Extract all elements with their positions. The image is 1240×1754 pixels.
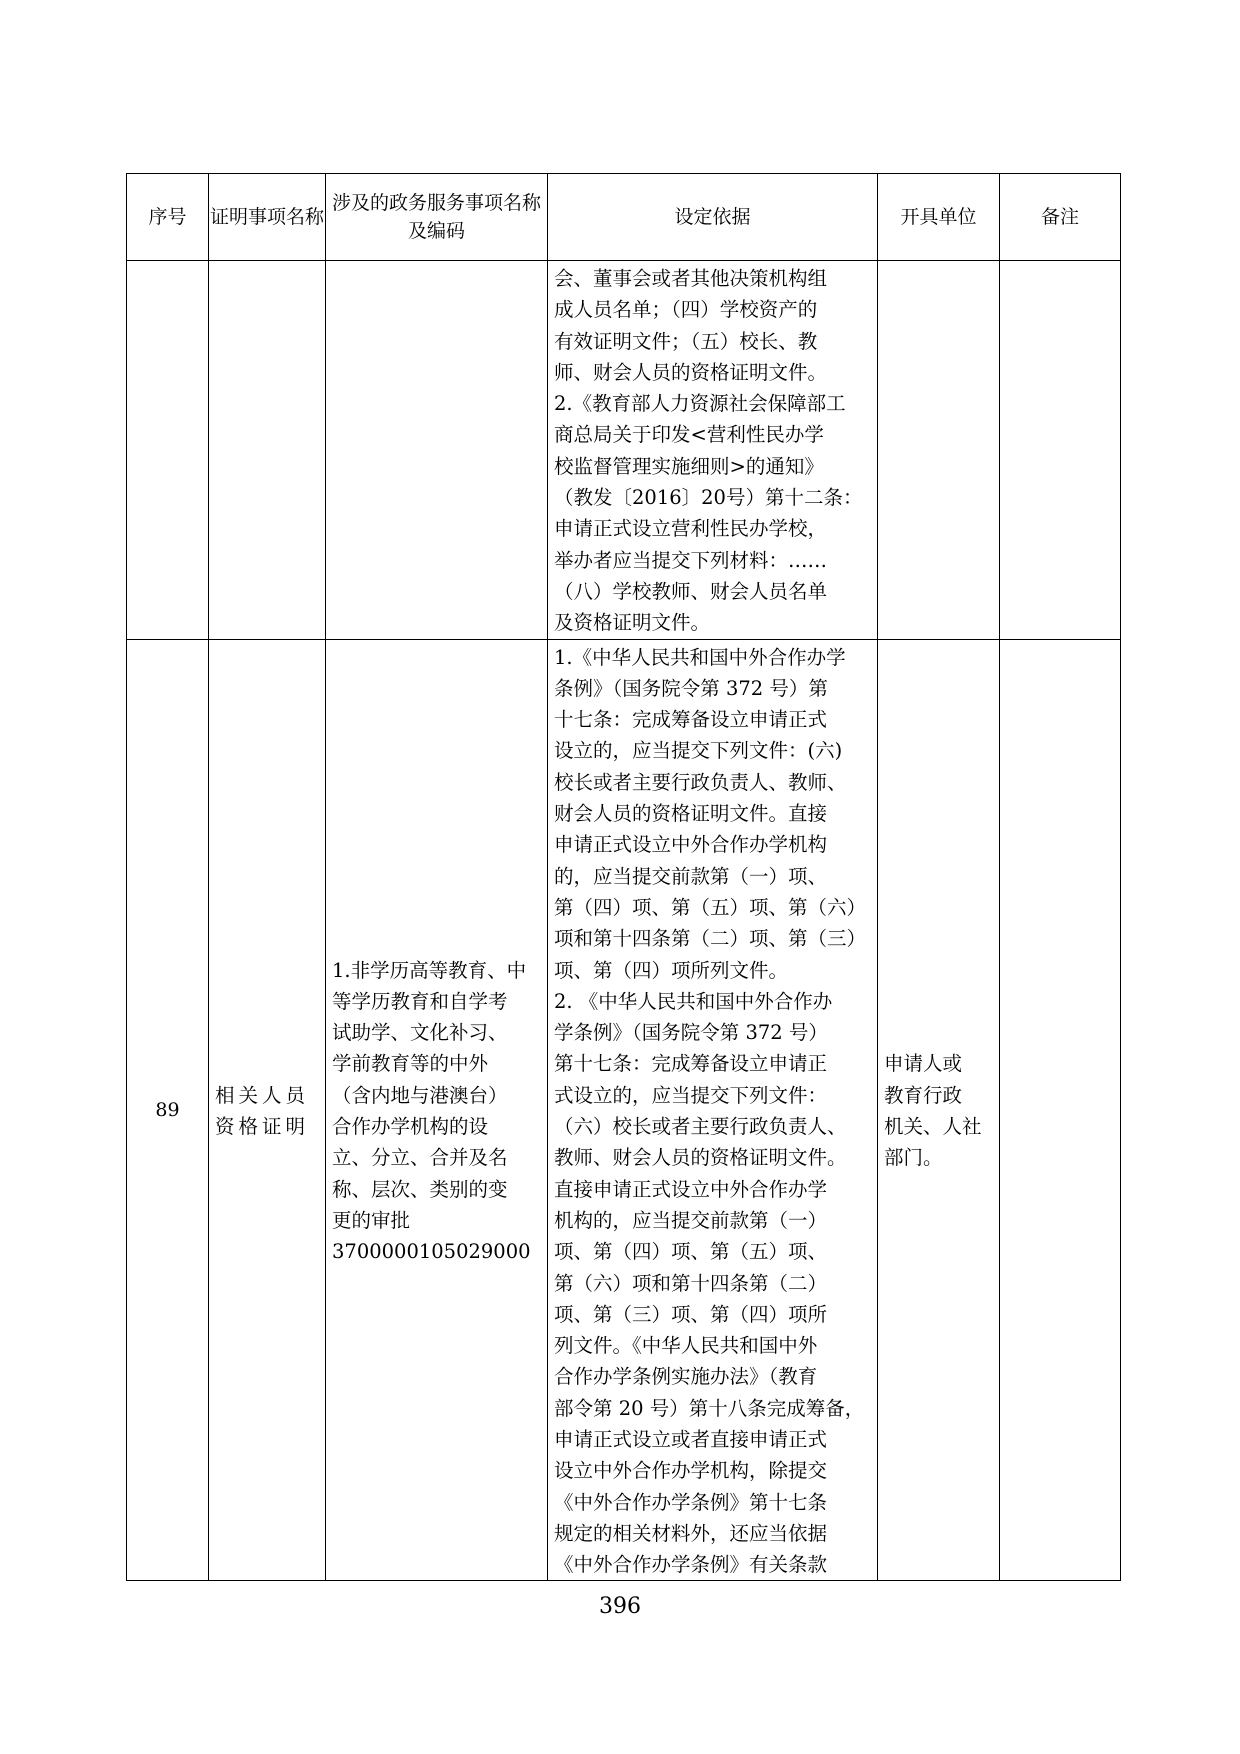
- text-line: 《中外合作办学条例》有关条款: [554, 1553, 828, 1577]
- text-line: （教发〔2016〕20号）第十二条：: [554, 486, 863, 510]
- header-seq: 序号: [127, 174, 209, 261]
- text-line: 会、董事会或者其他决策机构组: [554, 267, 828, 290]
- text-line: （六）校长或者主要行政负责人、: [554, 1115, 847, 1139]
- text-line: 机构的，应当提交前款第（一）: [554, 1208, 828, 1232]
- text-line: 成人员名单；（四）学校资产的: [554, 298, 818, 322]
- text-line: 立、分立、合并及名: [332, 1146, 508, 1170]
- cell-item-name: [209, 261, 326, 640]
- text-line: 校监督管理实施细则>的通知》: [554, 454, 824, 478]
- text-line: 申请正式设立中外合作办学机构: [554, 833, 828, 857]
- text-line: 等学历教育和自学考: [332, 989, 508, 1013]
- table-row: [127, 261, 1121, 640]
- cell-issuer: [878, 261, 1000, 640]
- text-line: 1.《中华人民共和国中外合作办学: [554, 645, 846, 669]
- header-issuer: 开具单位: [878, 174, 1000, 261]
- text-line: 列文件。《中华人民共和国中外: [554, 1334, 818, 1358]
- text-line: 申请正式设立营利性民办学校，: [554, 517, 828, 541]
- page-number: 396: [599, 1594, 641, 1619]
- text-line: 教育行政: [884, 1083, 963, 1107]
- text-line: （含内地与港澳台）: [332, 1083, 508, 1107]
- text-line: 条例》（国务院令第 372 号）第: [554, 676, 828, 700]
- cell-issuer: [878, 639, 1000, 1581]
- text-line: 部门。: [884, 1146, 943, 1170]
- text-line: 财会人员的资格证明文件。直接: [554, 802, 828, 826]
- text-line: 商总局关于印发<营利性民办学: [554, 423, 824, 447]
- text-line: 称、层次、类别的变: [332, 1177, 508, 1201]
- text-line: 部令第 20 号）第十八条完成筹备，: [554, 1396, 865, 1420]
- text-line: 2.《教育部人力资源社会保障部工: [554, 392, 846, 416]
- text-line: 第十七条：完成筹备设立申请正: [554, 1052, 828, 1076]
- text-line: 申请正式设立或者直接申请正式: [554, 1427, 828, 1451]
- basis-text: [548, 261, 877, 639]
- header-service-item: 涉及的政务服务事项名称及编码: [326, 174, 548, 261]
- text-line: 师、财会人员的资格证明文件。: [554, 360, 828, 384]
- cell-service-item: [326, 639, 548, 1581]
- text-line: 学前教育等的中外: [332, 1052, 489, 1076]
- text-line: 《中外合作办学条例》第十七条: [554, 1490, 828, 1514]
- text-line: 合作办学机构的设: [332, 1115, 489, 1139]
- text-line: 学条例》（国务院令第 372 号）: [554, 1021, 828, 1045]
- header-remark: 备注: [1000, 174, 1121, 261]
- text-line: 试助学、文化补习、: [332, 1021, 508, 1045]
- cell-remark: [1000, 639, 1121, 1581]
- cell-remark: [1000, 261, 1121, 640]
- text-line: 2. 《中华人民共和国中外合作办: [554, 989, 833, 1013]
- text-line: 设立的，应当提交下列文件：(六): [554, 739, 843, 763]
- cell-basis: [548, 639, 878, 1581]
- text-line: 机关、人社: [884, 1115, 982, 1139]
- header-basis: 设定依据: [548, 174, 878, 261]
- text-line: 申请人或: [884, 1052, 963, 1076]
- cell-seq: [127, 261, 209, 640]
- text-line: 及资格证明文件。: [554, 611, 711, 635]
- table-header-row: [127, 174, 1121, 261]
- text-line: 项、第（三）项、第（四）项所: [554, 1302, 828, 1326]
- text-line: 直接申请正式设立中外合作办学: [554, 1177, 828, 1201]
- text-line: 项、第（四）项所列文件。: [554, 958, 789, 982]
- text-line: 第（六）项和第十四条第（二）: [554, 1271, 828, 1295]
- text-line: 校长或者主要行政负责人、教师、: [554, 770, 847, 794]
- table-row: [127, 639, 1121, 1581]
- cell-seq: 89: [127, 639, 209, 1581]
- certification-table: [126, 173, 1121, 1581]
- text-line: 有效证明文件；（五）校长、教: [554, 329, 818, 353]
- text-line: 的，应当提交前款第（一）项、: [554, 864, 828, 888]
- text-line: 式设立的，应当提交下列文件：: [554, 1083, 828, 1107]
- text-line: 项、第（四）项、第（五）项、: [554, 1240, 828, 1264]
- text-line: 教师、财会人员的资格证明文件。: [554, 1146, 847, 1170]
- issuer-text: [878, 1046, 999, 1173]
- text-line: 第（四）项、第（五）项、第（六）: [554, 895, 867, 919]
- text-line: 1.非学历高等教育、中: [332, 958, 527, 982]
- cell-item-name: 相关人员资格证明: [209, 639, 326, 1581]
- header-item-name: 证明事项名称: [209, 174, 326, 261]
- text-line: 规定的相关材料外，还应当依据: [554, 1521, 828, 1545]
- service-item-text: [326, 953, 547, 1268]
- text-line: 举办者应当提交下列材料：……: [554, 548, 828, 572]
- text-line: 设立中外合作办学机构，除提交: [554, 1459, 828, 1483]
- text-line: 更的审批: [332, 1208, 411, 1232]
- text-line: （八）学校教师、财会人员名单: [554, 579, 828, 603]
- text-line: 项和第十四条第（二）项、第（三）: [554, 927, 867, 951]
- text-line: 合作办学条例实施办法》（教育: [554, 1365, 818, 1389]
- cell-basis: [548, 261, 878, 640]
- basis-text: [548, 640, 877, 1581]
- text-line: 3700000105029000: [332, 1240, 531, 1264]
- text-line: 十七条：完成筹备设立申请正式: [554, 708, 828, 732]
- cell-service-item: [326, 261, 548, 640]
